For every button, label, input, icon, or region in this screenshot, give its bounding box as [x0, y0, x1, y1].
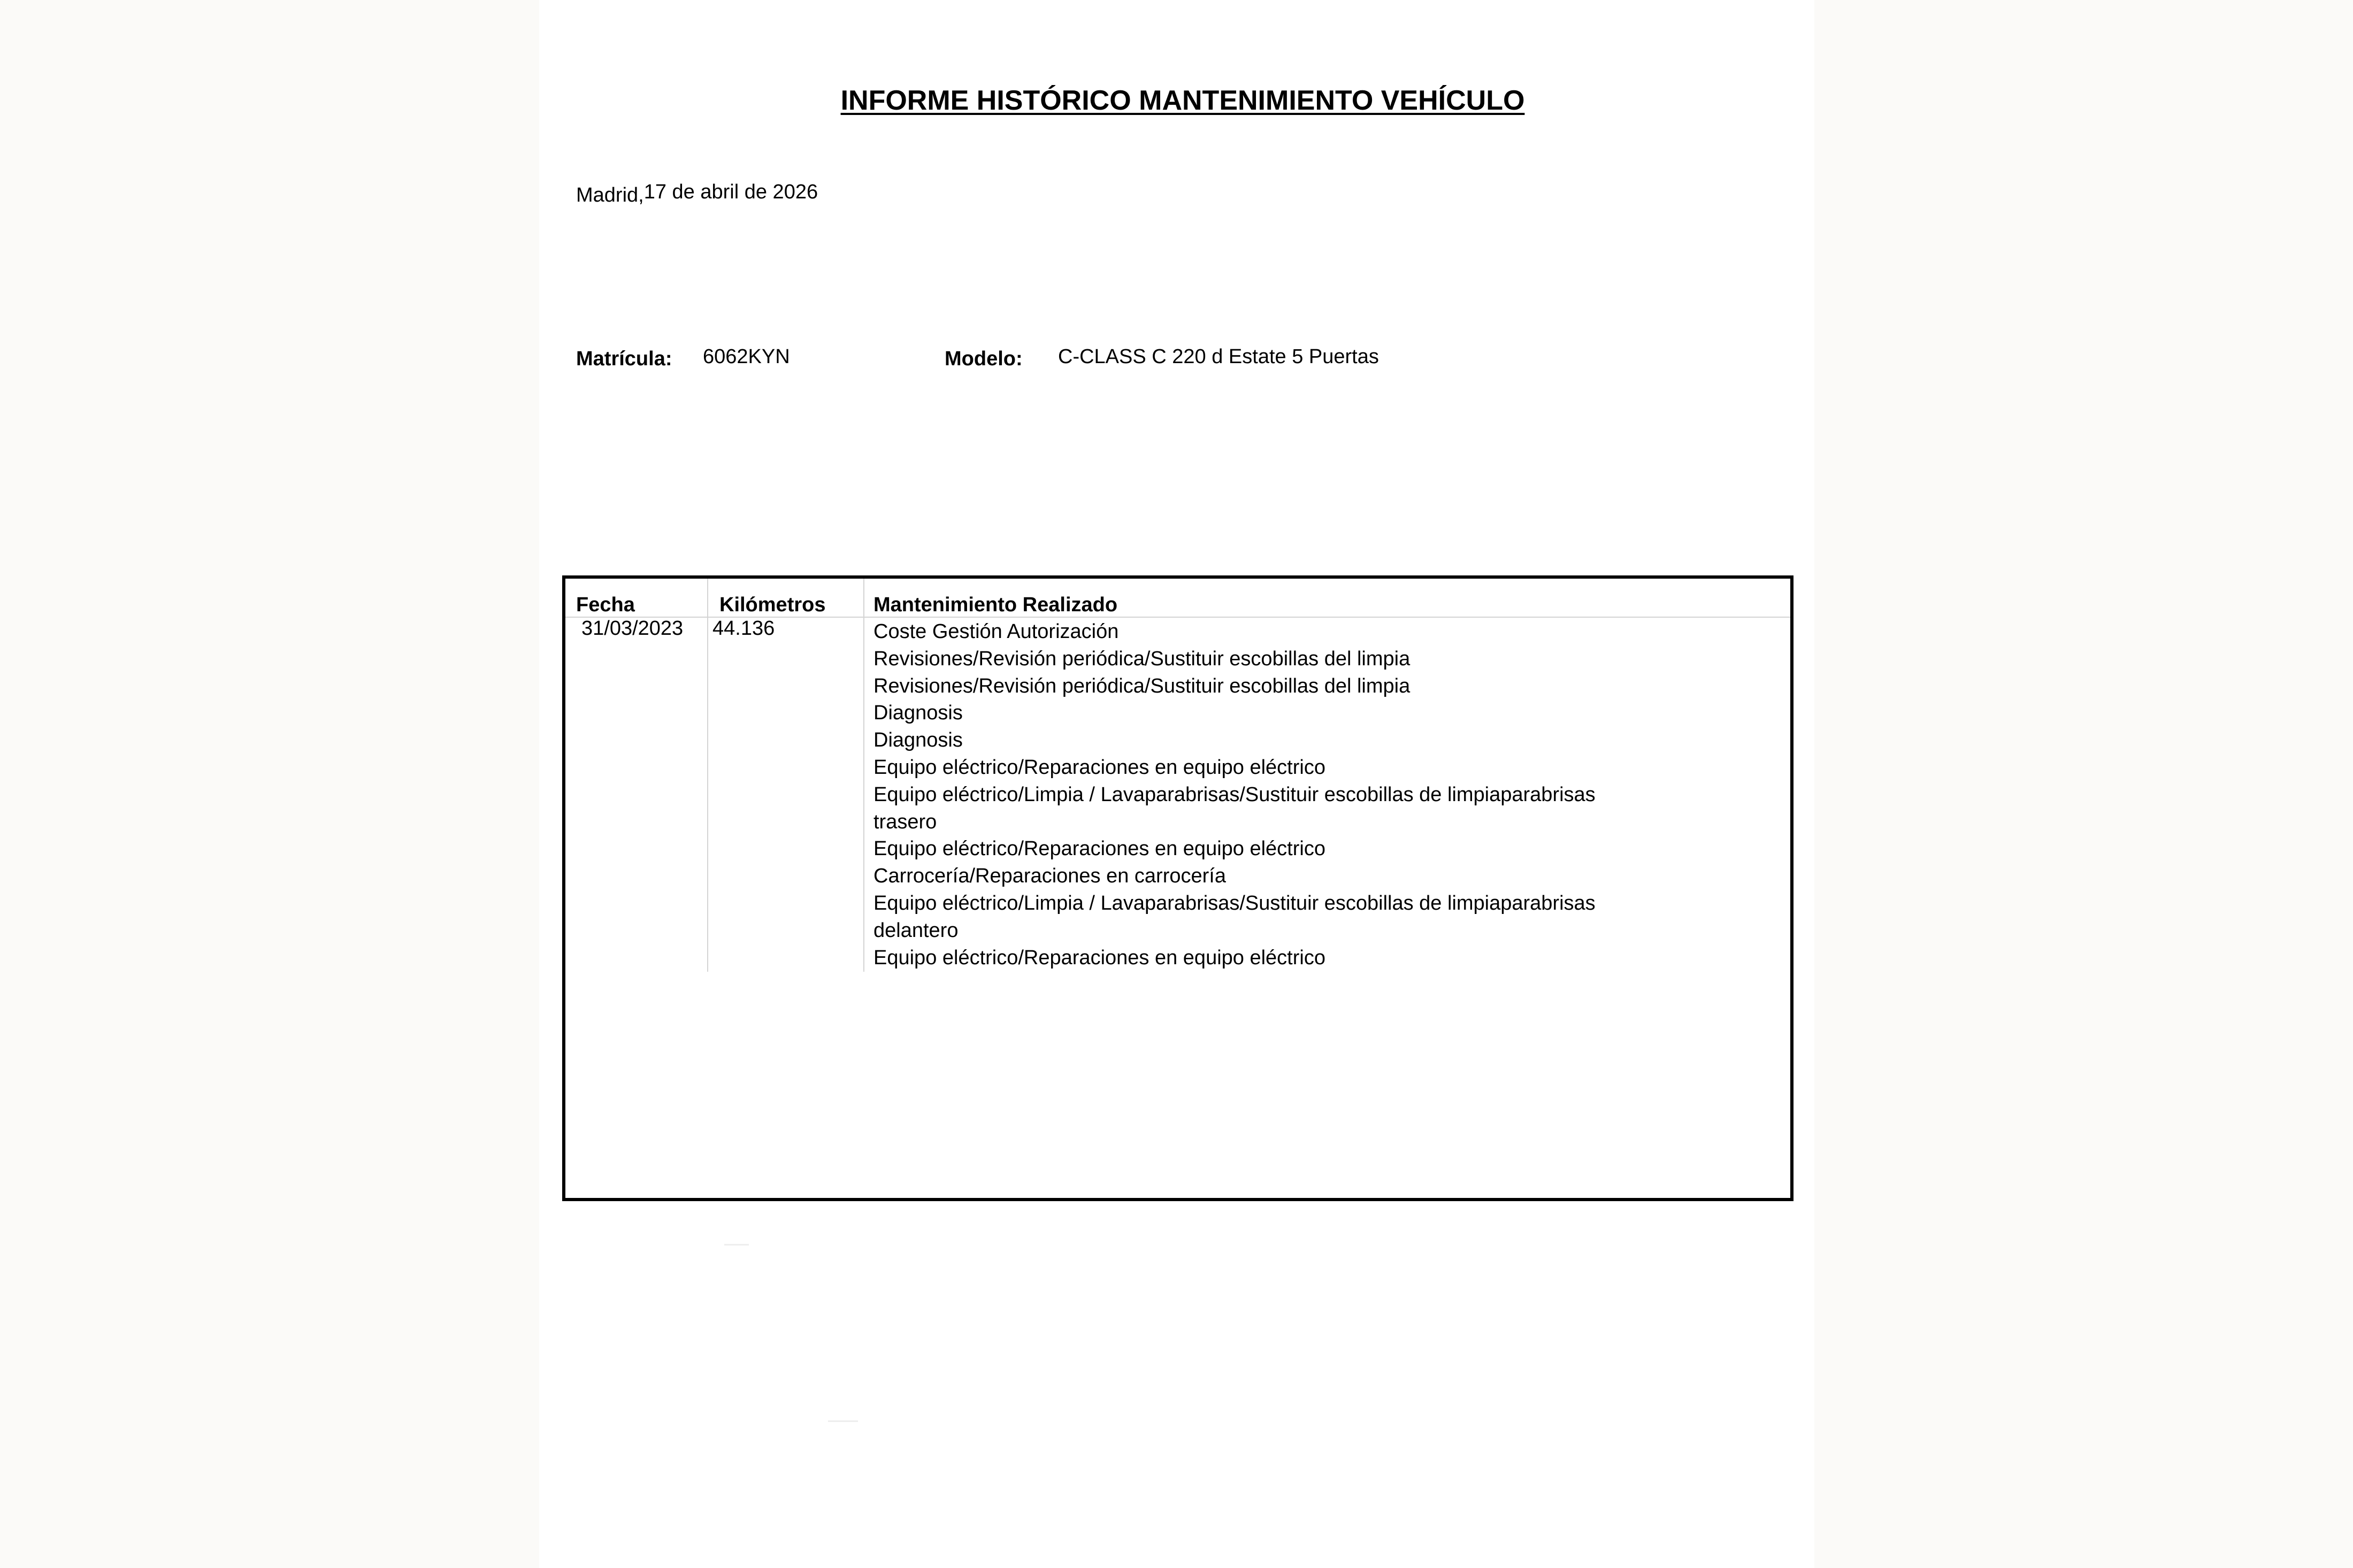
maintenance-item: Revisiones/Revisión periódica/Sustituir escobillas del limpia [873, 674, 1411, 697]
maintenance-item: Revisiones/Revisión periódica/Sustituir escobillas del limpia [873, 647, 1411, 670]
date-line [576, 181, 818, 204]
column-divider-1 [707, 579, 708, 972]
model-label: Modelo: [945, 348, 1023, 370]
report-city: Madrid, [576, 184, 644, 206]
column-divider-2 [863, 579, 864, 972]
maintenance-item: Equipo eléctrico/Reparaciones en equipo eléctrico [873, 837, 1325, 860]
maintenance-item: Equipo eléctrico/Limpia / Lavaparabrisas/Sustituir escobillas de limpiaparabrisas [873, 783, 1596, 806]
plate-value: 6062KYN [703, 345, 790, 368]
maintenance-items-list [873, 618, 1596, 971]
report-title [539, 84, 1814, 117]
column-header-km: Kilómetros [719, 594, 826, 616]
row-km: 44.136 [712, 617, 775, 640]
row-date: 31/03/2023 [581, 617, 684, 640]
column-header-maintenance: Mantenimiento Realizado [873, 594, 1118, 616]
plate-label: Matrícula: [576, 348, 672, 370]
maintenance-item: Diagnosis [873, 702, 963, 725]
maintenance-item: Diagnosis [873, 729, 963, 752]
maintenance-table [562, 575, 1794, 1201]
maintenance-item: Coste Gestión Autorización [873, 620, 1119, 643]
report-title-text: INFORME HISTÓRICO MANTENIMIENTO VEHÍCULO [840, 85, 1525, 116]
maintenance-item: Equipo eléctrico/Reparaciones en equipo eléctrico [873, 756, 1325, 779]
maintenance-item: delantero [873, 919, 959, 942]
maintenance-item: trasero [873, 810, 937, 833]
scan-speck [724, 1244, 749, 1246]
column-header-date: Fecha [576, 594, 635, 616]
report-date: 17 de abril de 2026 [643, 181, 818, 203]
maintenance-item: Equipo eléctrico/Reparaciones en equipo eléctrico [873, 946, 1325, 969]
document-page [539, 0, 1814, 1568]
maintenance-item: Equipo eléctrico/Limpia / Lavaparabrisas/Sustituir escobillas de limpiaparabrisas [873, 891, 1596, 914]
scan-speck [828, 1420, 858, 1422]
maintenance-item: Carrocería/Reparaciones en carrocería [873, 865, 1226, 888]
model-value: C-CLASS C 220 d Estate 5 Puertas [1058, 345, 1379, 368]
